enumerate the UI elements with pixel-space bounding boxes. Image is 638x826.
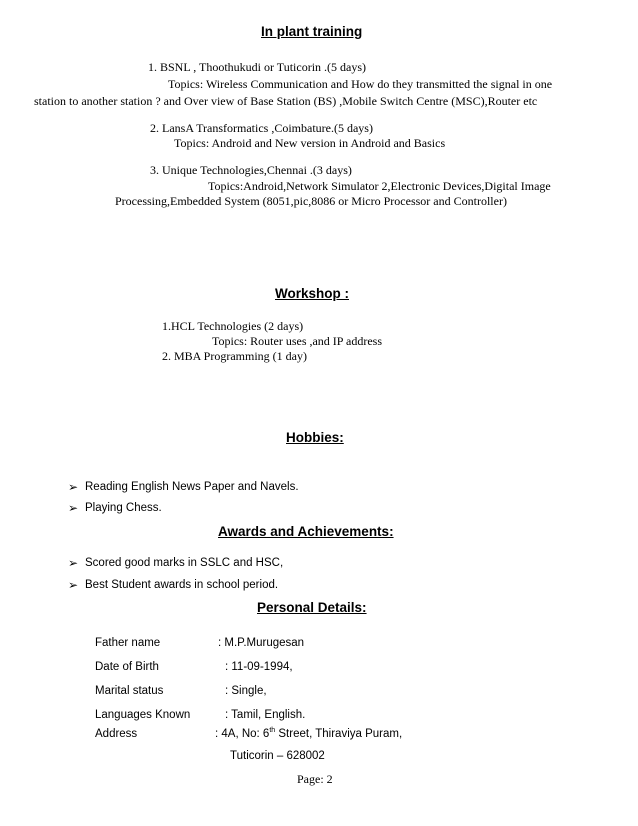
training-item-3-title: 3. Unique Technologies,Chennai .(3 days) [150,163,352,177]
address-prefix: : 4A, No: 6 [215,728,270,740]
hobby-text: Reading English News Paper and Navels. [85,481,299,493]
training-item-3-topics-cont: Processing,Embedded System (8051,pic,8086 or Micro Processor and Controller) [115,194,507,208]
address-ordinal: th [269,727,276,735]
awards-heading: Awards and Achievements: [218,524,394,539]
arrow-bullet-icon: ➢ [68,556,79,570]
training-item-2-topics: Topics: Android and New version in Android and Basics [174,136,446,150]
father-name-label: Father name [95,637,161,649]
dob-value: : 11-09-1994, [225,661,293,673]
languages-value: : Tamil, English. [225,709,306,721]
training-item-3-topics: Topics:Android,Network Simulator 2,Electronic Devices,Digital Image [208,179,551,193]
page-number: Page: 2 [297,772,333,786]
training-item-2-title: 2. LansA Transformatics ,Coimbature.(5 days) [150,121,373,135]
marital-status-label: Marital status [95,685,164,697]
workshop-heading: Workshop : [275,286,349,301]
award-text: Best Student awards in school period. [85,579,279,591]
arrow-bullet-icon: ➢ [68,480,79,494]
training-item-1-topics-cont: station to another station ? and Over view of Base Station (BS) ,Mobile Switch Centre (MSC),Router etc [34,94,538,108]
workshop-item-1-topics: Topics: Router uses ,and IP address [212,334,383,348]
training-item-1-title: 1. BSNL , Thoothukudi or Tuticorin .(5 days) [148,60,367,74]
marital-status-value: : Single, [225,685,267,697]
address-label: Address [95,728,138,740]
father-name-value: : M.P.Murugesan [218,637,305,649]
arrow-bullet-icon: ➢ [68,501,79,515]
workshop-item-1-title: 1.HCL Technologies (2 days) [162,319,304,333]
dob-label: Date of Birth [95,661,159,673]
workshop-item-2-title: 2. MBA Programming (1 day) [162,349,307,363]
training-item-1-topics: Topics: Wireless Communication and How do they transmitted the signal in one [168,77,553,91]
arrow-bullet-icon: ➢ [68,578,79,592]
in-plant-training-heading: In plant training [261,24,363,39]
award-text: Scored good marks in SSLC and HSC, [85,557,284,569]
hobbies-heading: Hobbies: [286,430,344,445]
address-line-2: Tuticorin – 628002 [230,750,325,762]
personal-details-heading: Personal Details: [257,600,367,615]
languages-label: Languages Known [95,709,191,721]
hobby-text: Playing Chess. [85,502,162,514]
address-value [215,728,402,740]
address-suffix: Street, Thiraviya Puram, [275,728,403,740]
